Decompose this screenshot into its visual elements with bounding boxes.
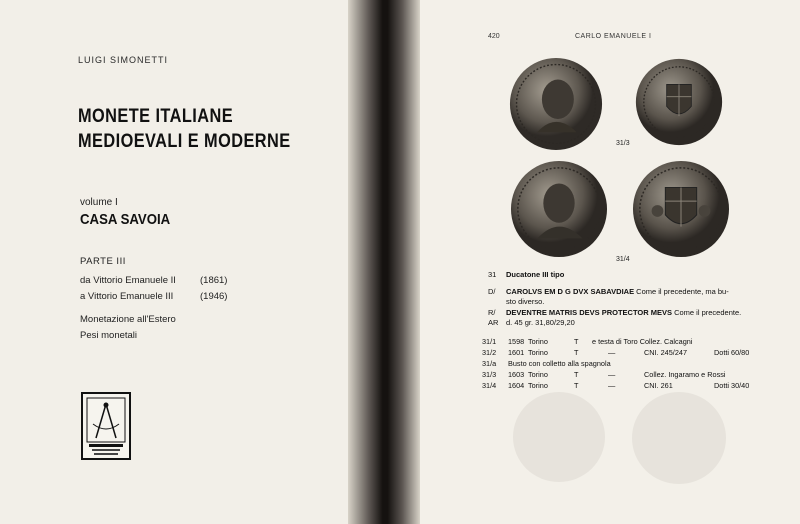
reverse-marker: R/ [488, 308, 496, 317]
section-foreign-coinage: Monetazione all'Estero [80, 314, 176, 325]
coin-reverse-31-3 [635, 58, 723, 146]
entry-heading [488, 270, 565, 279]
series-title: CASA SAVOIA [80, 211, 171, 228]
reverse-legend: DEVENTRE MATRIS DEVS PROTECTOR MEVS [506, 308, 672, 317]
volume-label: volume I [80, 197, 118, 208]
section-weights: Pesi monetali [80, 330, 138, 341]
show-through-coin [513, 392, 605, 482]
publisher-logo [81, 392, 131, 460]
title-line-1: MONETE ITALIANE [78, 106, 234, 127]
obverse-text: Come il precedente, ma bu- [634, 287, 729, 296]
page-number: 420 [488, 33, 500, 40]
entry-number: 31 [488, 270, 497, 279]
obverse-marker: D/ [488, 287, 496, 296]
part-label: PARTE III [80, 256, 126, 267]
catalog-page: 420 CARLO EMANUELE I 31/3 31/4 31 Ducatone III tipo D/ CAROLVS EM D G DVX SABAVDIAE Come il precedente, ma bu- sto diverso. R/ DEVENTRE MATRIS DEVS PROTECTOR MEVS Come il precedente. AR d. 45 gr. 31,80/29,20 31/1 1598 Torino T e testa di Toro Collez. Calcagni 31/2 1601 Torino T — CNI. 245/247 Dotti 60/80 31/a Busto con colletto alla spagnola 31/3 1603 Torino T — Collez. Ingaramo e Rossi 31/4 1604 Torino T — CNI. 261 Dotti 30/40 [420, 0, 800, 524]
entry-type: Ducatone III tipo [506, 270, 565, 279]
plate-label-31-3: 31/3 [616, 140, 630, 147]
coin-obverse-31-3 [508, 57, 604, 151]
compass-emblem-icon [83, 394, 129, 458]
plate-label-31-4: 31/4 [616, 256, 630, 263]
reign-label: da Vittorio Emanuele II [80, 275, 176, 286]
specs-text: d. 45 gr. 31,80/29,20 [506, 318, 575, 327]
entry-obverse [488, 287, 729, 296]
coin-obverse-31-4 [510, 160, 608, 258]
reign-end [80, 291, 228, 302]
book-spine-gutter [348, 0, 420, 524]
entry-specs [488, 318, 575, 327]
coin-reverse-31-4 [632, 160, 730, 258]
reign-year: (1946) [200, 291, 228, 302]
obverse-text-continued: sto diverso. [506, 297, 545, 306]
reign-start [80, 275, 228, 286]
obverse-legend: CAROLVS EM D G DVX SABAVDIAE [506, 287, 635, 296]
author-name: LUIGI SIMONETTI [78, 55, 169, 65]
reverse-text: Come il precedente. [672, 308, 742, 317]
metal-label: AR [488, 318, 499, 327]
show-through-coin [632, 392, 726, 484]
title-line-2: MEDIOEVALI E MODERNE [78, 131, 291, 152]
reign-year: (1861) [200, 275, 228, 286]
reign-label: a Vittorio Emanuele III [80, 291, 174, 302]
running-head: CARLO EMANUELE I [575, 33, 652, 40]
title-page [0, 0, 362, 524]
book-title [78, 104, 291, 154]
entry-reverse [488, 308, 742, 317]
